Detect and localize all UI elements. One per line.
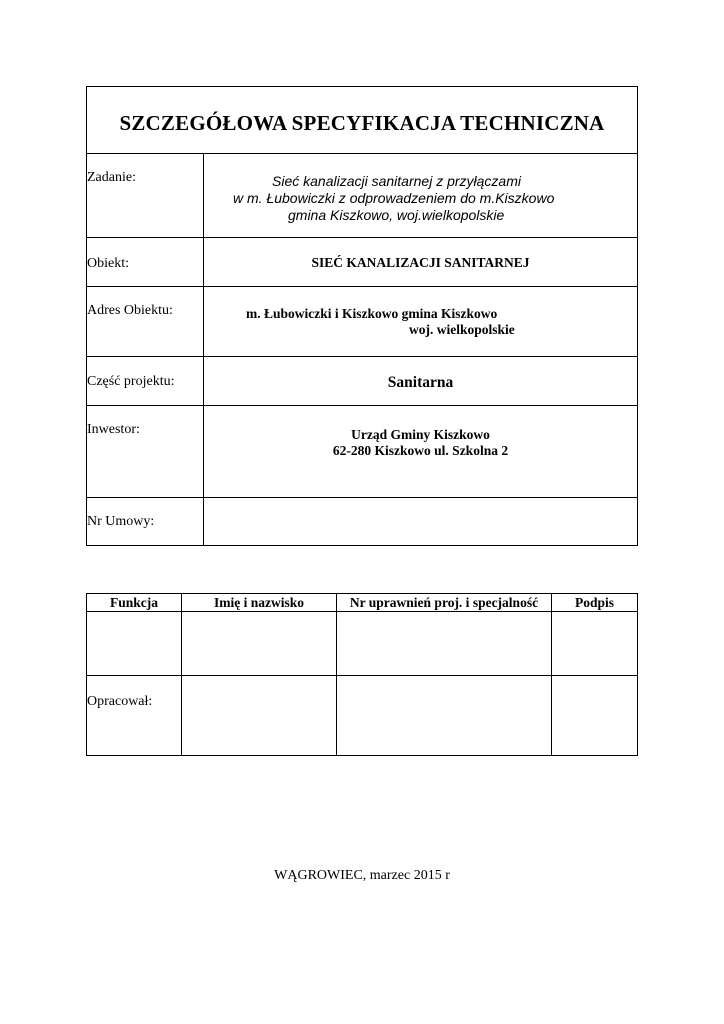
value-zadanie [204, 154, 637, 237]
value-umowa[interactable] [204, 498, 637, 545]
row-czesc [87, 357, 637, 406]
header-separator [87, 611, 637, 612]
header-funkcja: Funkcja [109, 595, 158, 610]
zadanie-line-3: gmina Kiszkowo, woj.wielkopolskie [288, 207, 505, 223]
document-title: SZCZEGÓŁOWA SPECYFIKACJA TECHNICZNA [119, 111, 605, 135]
value-czesc [204, 357, 637, 405]
label-czesc: Część projektu: [87, 374, 175, 389]
row-adres [87, 287, 637, 357]
adres-line-2: woj. wielkopolskie [409, 322, 515, 337]
place-date: WĄGROWIEC, marzec 2015 r [274, 868, 450, 883]
czesc-value: Sanitarna [387, 374, 454, 391]
adres-line-1: m. Łubowiczki i Kiszkowo gmina Kiszkowo [246, 306, 498, 321]
label-umowa: Nr Umowy: [87, 514, 155, 529]
column-divider [336, 594, 337, 755]
value-adres [204, 287, 637, 356]
header-uprawnienia: Nr uprawnień proj. i specjalność [349, 595, 539, 610]
column-divider [181, 594, 182, 755]
obiekt-value: SIEĆ KANALIZACJI SANITARNEJ [311, 255, 530, 270]
label-obiekt: Obiekt: [87, 256, 129, 271]
row-obiekt [87, 238, 637, 287]
title-row [87, 87, 637, 154]
value-inwestor [204, 406, 637, 497]
inwestor-line-2: 62-280 Kiszkowo ul. Szkolna 2 [332, 443, 509, 458]
row-umowa [87, 498, 637, 545]
row-inwestor [87, 406, 637, 498]
header-imie-nazwisko: Imię i nazwisko [213, 595, 304, 610]
inwestor-line-1: Urząd Gminy Kiszkowo [351, 427, 490, 442]
signature-table [86, 593, 638, 756]
row-separator [87, 675, 637, 676]
row-zadanie [87, 154, 637, 238]
column-divider [551, 594, 552, 755]
zadanie-line-2: w m. Łubowiczki z odprowadzeniem do m.Kiszkowo [233, 190, 555, 206]
header-podpis: Podpis [574, 595, 615, 610]
label-adres: Adres Obiektu: [87, 303, 173, 318]
label-inwestor: Inwestor: [87, 422, 140, 437]
role-opracowal: Opracował: [87, 694, 153, 709]
label-zadanie: Zadanie: [87, 170, 136, 185]
value-obiekt [204, 238, 637, 286]
zadanie-line-1: Sieć kanalizacji sanitarnej z przyłączami [272, 173, 521, 189]
specification-table [86, 86, 638, 546]
